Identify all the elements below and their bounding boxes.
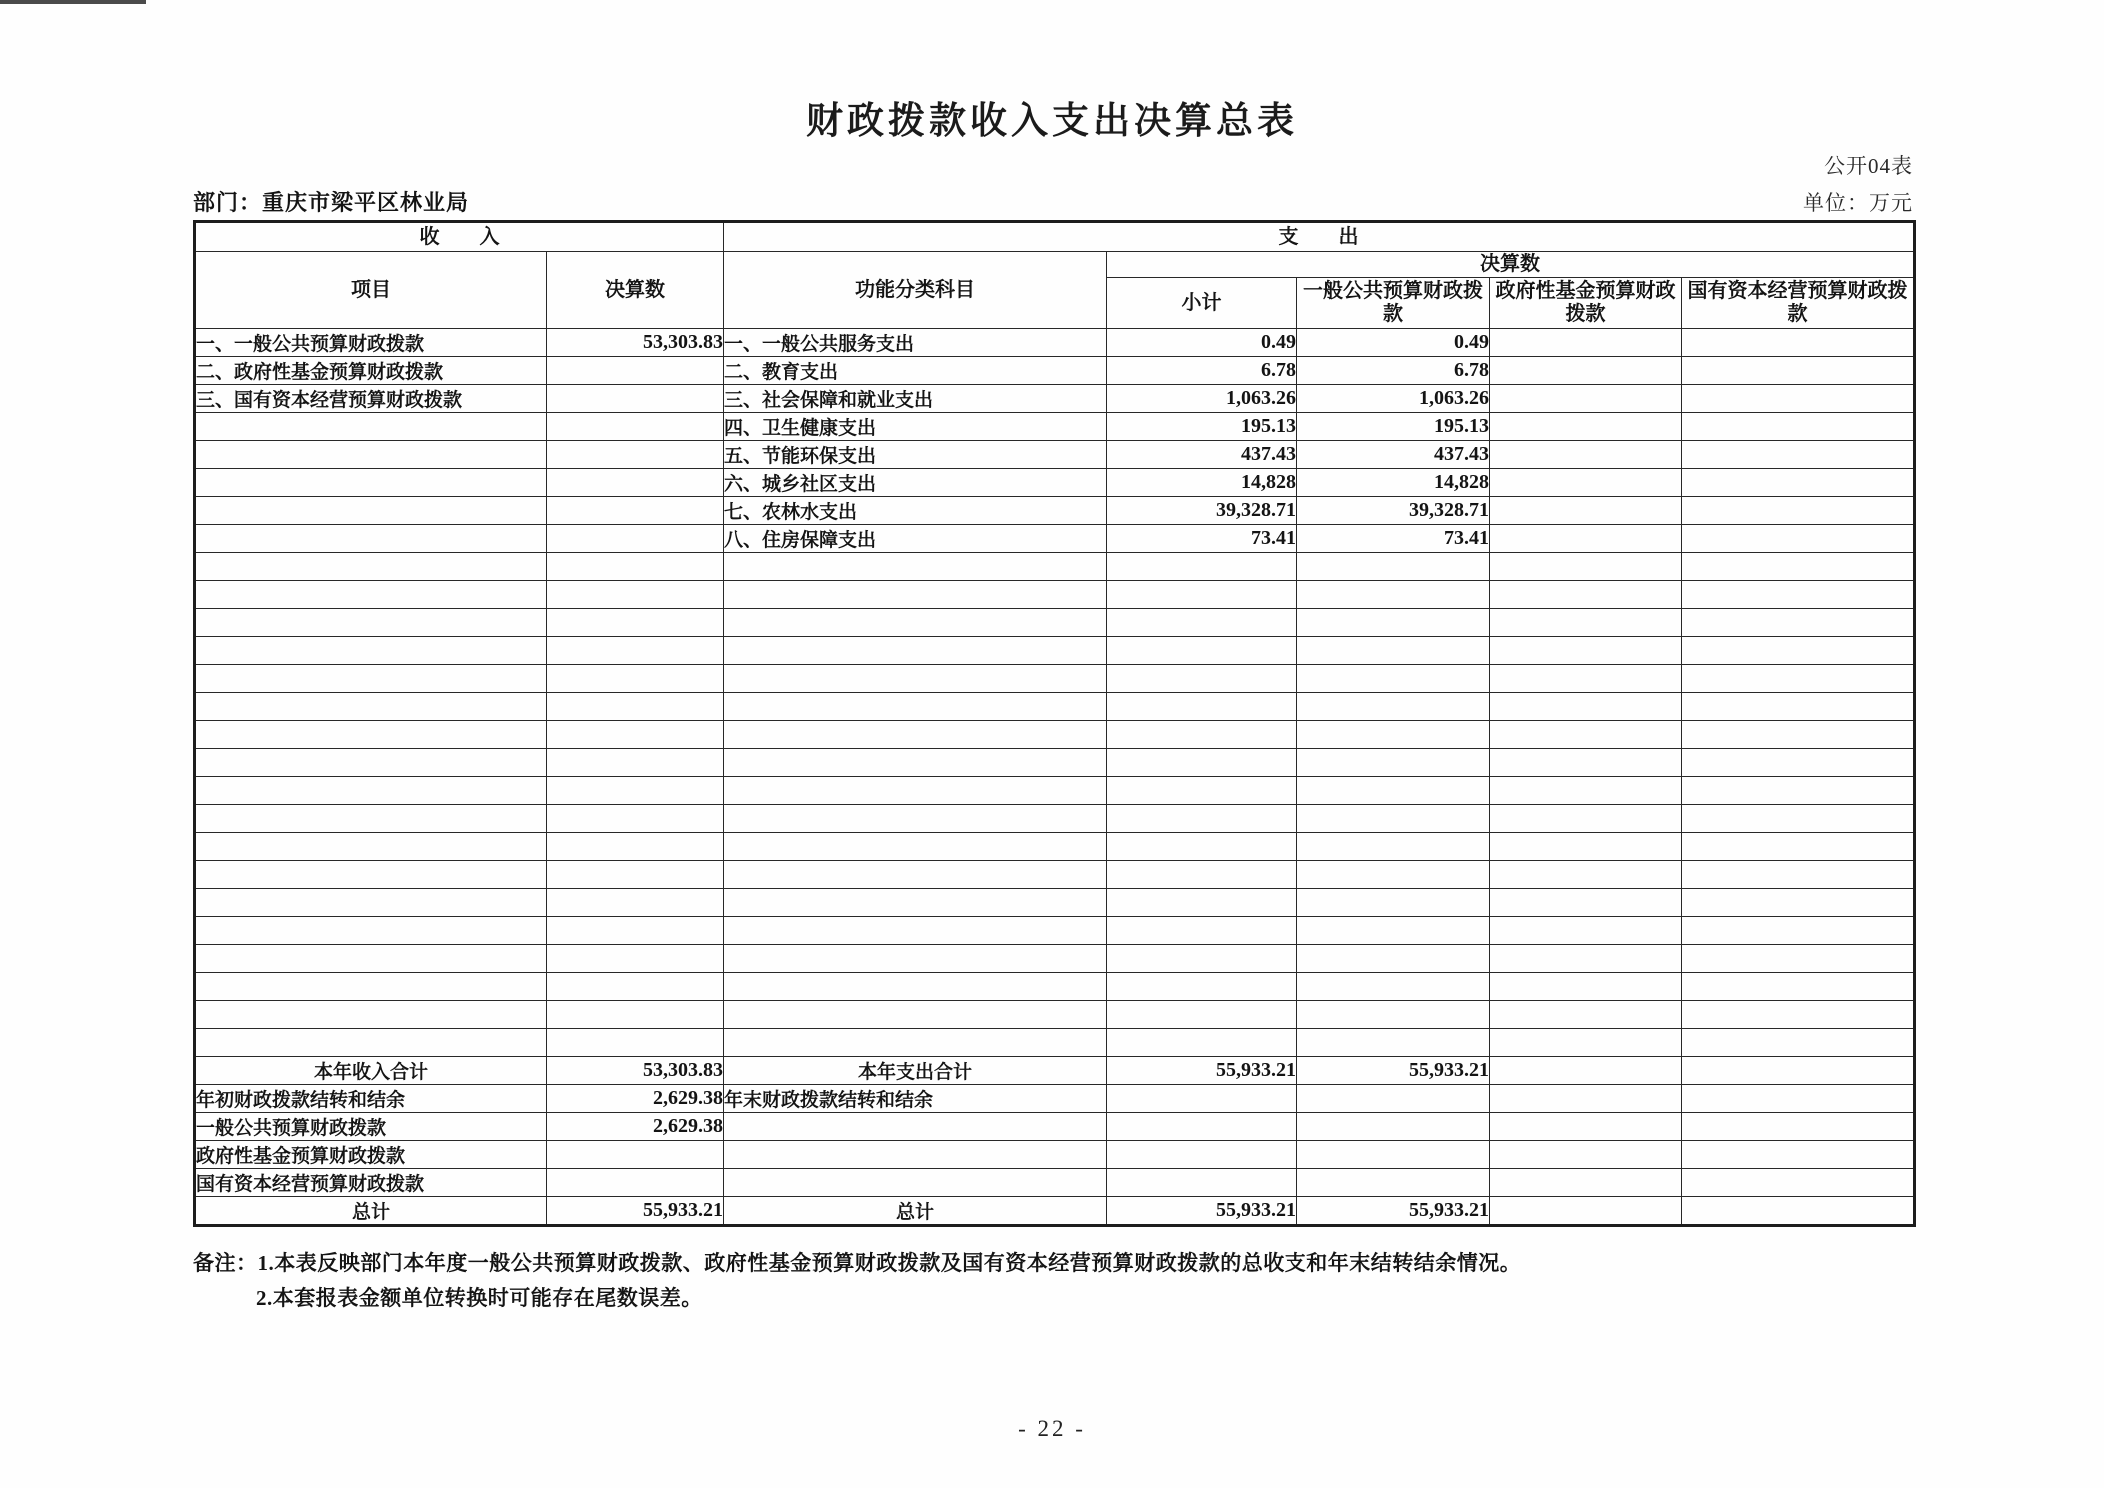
- income-item-cell: [195, 413, 547, 441]
- income-value-cell: [547, 581, 724, 609]
- col-header-final-amount-expense: 决算数: [1107, 252, 1915, 278]
- expense-item-cell: 六、城乡社区支出: [724, 469, 1107, 497]
- state-capital-cell: [1682, 693, 1915, 721]
- income-item-cell: [195, 749, 547, 777]
- income-item-cell: [195, 637, 547, 665]
- gov-fund-cell: [1490, 777, 1682, 805]
- general-budget-cell: [1297, 889, 1490, 917]
- state-capital-cell: [1682, 581, 1915, 609]
- gov-fund-cell: [1490, 749, 1682, 777]
- subtotal-cell: [1107, 553, 1297, 581]
- income-item-cell: [195, 497, 547, 525]
- state-capital-cell: [1682, 413, 1915, 441]
- state-capital-cell: [1682, 973, 1915, 1001]
- state-capital-cell: [1682, 805, 1915, 833]
- general-budget-cell: [1297, 1085, 1490, 1113]
- subtotal-cell: [1107, 1029, 1297, 1057]
- table-row: [195, 805, 1915, 833]
- general-budget-cell: 55,933.21: [1297, 1057, 1490, 1085]
- gov-fund-cell: [1490, 497, 1682, 525]
- note-line-1: 备注：1.本表反映部门本年度一般公共预算财政拨款、政府性基金预算财政拨款及国有资本经营预算财政拨款的总收支和年末结转结余情况。: [193, 1251, 1522, 1275]
- subtotal-cell: 14,828: [1107, 469, 1297, 497]
- subtotal-cell: [1107, 917, 1297, 945]
- state-capital-cell: [1682, 1113, 1915, 1141]
- general-budget-cell: 437.43: [1297, 441, 1490, 469]
- table-row: [195, 917, 1915, 945]
- expense-item-cell: [724, 553, 1107, 581]
- state-capital-cell: [1682, 329, 1915, 357]
- table-row: [195, 777, 1915, 805]
- expense-item-cell: [724, 693, 1107, 721]
- col-header-general-public-budget: 一般公共预算财政拨款: [1297, 278, 1490, 329]
- state-capital-cell: [1682, 525, 1915, 553]
- gov-fund-cell: [1490, 805, 1682, 833]
- general-budget-cell: 14,828: [1297, 469, 1490, 497]
- state-capital-cell: [1682, 665, 1915, 693]
- state-capital-cell: [1682, 609, 1915, 637]
- gov-fund-cell: [1490, 1085, 1682, 1113]
- general-budget-cell: [1297, 1169, 1490, 1197]
- gov-fund-cell: [1490, 329, 1682, 357]
- income-value-cell: [547, 917, 724, 945]
- general-budget-cell: [1297, 721, 1490, 749]
- income-item-cell: [195, 721, 547, 749]
- expense-section-header: 支 出: [724, 222, 1915, 252]
- table-row: [195, 1029, 1915, 1057]
- col-header-state-capital-budget: 国有资本经营预算财政拨款: [1682, 278, 1915, 329]
- general-budget-cell: [1297, 805, 1490, 833]
- general-budget-cell: [1297, 581, 1490, 609]
- gov-fund-cell: [1490, 945, 1682, 973]
- state-capital-cell: [1682, 385, 1915, 413]
- expense-item-cell: 年末财政拨款结转和结余: [724, 1085, 1107, 1113]
- subtotal-cell: [1107, 889, 1297, 917]
- general-budget-cell: 1,063.26: [1297, 385, 1490, 413]
- general-budget-cell: [1297, 833, 1490, 861]
- table-row: [195, 749, 1915, 777]
- income-value-cell: 2,629.38: [547, 1113, 724, 1141]
- subtotal-cell: [1107, 1085, 1297, 1113]
- general-budget-cell: [1297, 637, 1490, 665]
- subtotal-cell: [1107, 1141, 1297, 1169]
- income-value-cell: [547, 1001, 724, 1029]
- income-item-cell: 国有资本经营预算财政拨款: [195, 1169, 547, 1197]
- summary-row: [195, 1113, 1915, 1141]
- gov-fund-cell: [1490, 469, 1682, 497]
- general-budget-cell: 6.78: [1297, 357, 1490, 385]
- income-value-cell: [547, 553, 724, 581]
- expense-item-cell: 二、教育支出: [724, 357, 1107, 385]
- expense-item-cell: [724, 609, 1107, 637]
- notes-block: [193, 1246, 1953, 1316]
- state-capital-cell: [1682, 917, 1915, 945]
- subtotal-cell: [1107, 833, 1297, 861]
- income-item-cell: [195, 945, 547, 973]
- income-value-cell: [547, 1169, 724, 1197]
- state-capital-cell: [1682, 861, 1915, 889]
- subtotal-cell: 73.41: [1107, 525, 1297, 553]
- state-capital-cell: [1682, 1197, 1915, 1226]
- subtotal-cell: 6.78: [1107, 357, 1297, 385]
- table-row: [195, 469, 1915, 497]
- table-row: [195, 833, 1915, 861]
- gov-fund-cell: [1490, 721, 1682, 749]
- gov-fund-cell: [1490, 693, 1682, 721]
- subtotal-cell: 195.13: [1107, 413, 1297, 441]
- gov-fund-cell: [1490, 665, 1682, 693]
- general-budget-cell: [1297, 1029, 1490, 1057]
- state-capital-cell: [1682, 945, 1915, 973]
- table-row: [195, 385, 1915, 413]
- state-capital-cell: [1682, 357, 1915, 385]
- scan-artifact-bar: [0, 0, 146, 4]
- expense-item-cell: [724, 721, 1107, 749]
- gov-fund-cell: [1490, 1057, 1682, 1085]
- gov-fund-cell: [1490, 833, 1682, 861]
- table-row: [195, 1001, 1915, 1029]
- table-row: [195, 581, 1915, 609]
- page-title: 财政拨款收入支出决算总表: [806, 101, 1298, 142]
- table-row: [195, 553, 1915, 581]
- state-capital-cell: [1682, 441, 1915, 469]
- subtotal-cell: 1,063.26: [1107, 385, 1297, 413]
- gov-fund-cell: [1490, 441, 1682, 469]
- general-budget-cell: [1297, 665, 1490, 693]
- income-item-cell: [195, 665, 547, 693]
- general-budget-cell: 39,328.71: [1297, 497, 1490, 525]
- income-value-cell: [547, 357, 724, 385]
- income-value-cell: [547, 833, 724, 861]
- state-capital-cell: [1682, 777, 1915, 805]
- note-line-2: 2.本套报表金额单位转换时可能存在尾数误差。: [256, 1286, 703, 1310]
- table-row: [195, 861, 1915, 889]
- gov-fund-cell: [1490, 1029, 1682, 1057]
- income-item-cell: [195, 609, 547, 637]
- income-value-cell: [547, 693, 724, 721]
- gov-fund-cell: [1490, 609, 1682, 637]
- expense-item-cell: [724, 637, 1107, 665]
- income-value-cell: [547, 413, 724, 441]
- income-section-header: 收 入: [195, 222, 724, 252]
- general-budget-cell: 195.13: [1297, 413, 1490, 441]
- subtotal-cell: [1107, 1001, 1297, 1029]
- income-item-cell: 一、一般公共预算财政拨款: [195, 329, 547, 357]
- gov-fund-cell: [1490, 1169, 1682, 1197]
- page-number: - 22 -: [1018, 1416, 1086, 1441]
- state-capital-cell: [1682, 1057, 1915, 1085]
- income-value-cell: [547, 889, 724, 917]
- general-budget-cell: [1297, 609, 1490, 637]
- expense-item-cell: [724, 973, 1107, 1001]
- expense-item-cell: [724, 805, 1107, 833]
- summary-row: [195, 1169, 1915, 1197]
- expense-item-cell: 本年支出合计: [724, 1057, 1107, 1085]
- general-budget-cell: [1297, 553, 1490, 581]
- expense-item-cell: [724, 1113, 1107, 1141]
- meta-row: [193, 186, 1913, 217]
- income-value-cell: 53,303.83: [547, 329, 724, 357]
- income-item-cell: [195, 1001, 547, 1029]
- subtotal-cell: [1107, 609, 1297, 637]
- subtotal-cell: [1107, 581, 1297, 609]
- state-capital-cell: [1682, 749, 1915, 777]
- income-value-cell: [547, 441, 724, 469]
- table-code-label: 公开04表: [1824, 154, 1913, 178]
- col-header-functional-subject: 功能分类科目: [724, 252, 1107, 329]
- income-value-cell: 55,933.21: [547, 1197, 724, 1226]
- table-summary: [195, 1057, 1915, 1226]
- general-budget-cell: [1297, 917, 1490, 945]
- income-item-cell: 二、政府性基金预算财政拨款: [195, 357, 547, 385]
- gov-fund-cell: [1490, 385, 1682, 413]
- income-value-cell: [547, 973, 724, 1001]
- income-item-cell: [195, 777, 547, 805]
- income-value-cell: [547, 749, 724, 777]
- subtotal-cell: 55,933.21: [1107, 1197, 1297, 1226]
- summary-row: [195, 1085, 1915, 1113]
- state-capital-cell: [1682, 469, 1915, 497]
- gov-fund-cell: [1490, 1001, 1682, 1029]
- expense-item-cell: 一、一般公共服务支出: [724, 329, 1107, 357]
- expense-item-cell: [724, 777, 1107, 805]
- subtotal-cell: [1107, 805, 1297, 833]
- expense-item-cell: [724, 861, 1107, 889]
- table-body: [195, 329, 1915, 1057]
- income-item-cell: [195, 805, 547, 833]
- income-value-cell: [547, 385, 724, 413]
- table-row: [195, 665, 1915, 693]
- subtotal-cell: [1107, 749, 1297, 777]
- expense-item-cell: [724, 749, 1107, 777]
- state-capital-cell: [1682, 833, 1915, 861]
- income-item-cell: 本年收入合计: [195, 1057, 547, 1085]
- income-item-cell: 一般公共预算财政拨款: [195, 1113, 547, 1141]
- subtotal-cell: [1107, 1113, 1297, 1141]
- income-value-cell: [547, 1029, 724, 1057]
- general-budget-cell: [1297, 861, 1490, 889]
- general-budget-cell: [1297, 945, 1490, 973]
- general-budget-cell: 0.49: [1297, 329, 1490, 357]
- state-capital-cell: [1682, 1141, 1915, 1169]
- subtotal-cell: [1107, 665, 1297, 693]
- subtotal-cell: 0.49: [1107, 329, 1297, 357]
- table-row: [195, 889, 1915, 917]
- gov-fund-cell: [1490, 413, 1682, 441]
- expense-item-cell: 八、住房保障支出: [724, 525, 1107, 553]
- summary-row: [195, 1141, 1915, 1169]
- income-item-cell: [195, 581, 547, 609]
- state-capital-cell: [1682, 1001, 1915, 1029]
- department-label: 部门：重庆市梁平区林业局: [193, 190, 470, 215]
- state-capital-cell: [1682, 497, 1915, 525]
- table-row: [195, 357, 1915, 385]
- income-value-cell: 2,629.38: [547, 1085, 724, 1113]
- income-value-cell: [547, 497, 724, 525]
- income-value-cell: [547, 777, 724, 805]
- gov-fund-cell: [1490, 1141, 1682, 1169]
- subtotal-cell: [1107, 973, 1297, 1001]
- subtotal-cell: [1107, 693, 1297, 721]
- table-row: [195, 721, 1915, 749]
- table-row: [195, 413, 1915, 441]
- subtotal-cell: [1107, 945, 1297, 973]
- income-value-cell: [547, 721, 724, 749]
- general-budget-cell: 73.41: [1297, 525, 1490, 553]
- expense-item-cell: [724, 1029, 1107, 1057]
- income-value-cell: [547, 665, 724, 693]
- income-item-cell: [195, 889, 547, 917]
- table-row: [195, 973, 1915, 1001]
- general-budget-cell: [1297, 693, 1490, 721]
- subtotal-cell: [1107, 721, 1297, 749]
- col-header-subtotal: 小计: [1107, 278, 1297, 329]
- gov-fund-cell: [1490, 861, 1682, 889]
- subtotal-cell: [1107, 861, 1297, 889]
- income-item-cell: 三、国有资本经营预算财政拨款: [195, 385, 547, 413]
- income-value-cell: [547, 469, 724, 497]
- state-capital-cell: [1682, 1029, 1915, 1057]
- income-item-cell: 政府性基金预算财政拨款: [195, 1141, 547, 1169]
- income-value-cell: [547, 637, 724, 665]
- income-value-cell: [547, 861, 724, 889]
- col-header-item: 项目: [195, 252, 547, 329]
- expense-item-cell: [724, 945, 1107, 973]
- expense-item-cell: 四、卫生健康支出: [724, 413, 1107, 441]
- income-item-cell: [195, 833, 547, 861]
- general-budget-cell: [1297, 1141, 1490, 1169]
- general-budget-cell: [1297, 1113, 1490, 1141]
- income-item-cell: [195, 441, 547, 469]
- expense-item-cell: [724, 833, 1107, 861]
- col-header-final-amount: 决算数: [547, 252, 724, 329]
- unit-label: 单位：万元: [1803, 191, 1913, 215]
- gov-fund-cell: [1490, 553, 1682, 581]
- income-value-cell: [547, 609, 724, 637]
- gov-fund-cell: [1490, 637, 1682, 665]
- state-capital-cell: [1682, 1169, 1915, 1197]
- expense-item-cell: 五、节能环保支出: [724, 441, 1107, 469]
- income-value-cell: 53,303.83: [547, 1057, 724, 1085]
- subtotal-cell: [1107, 777, 1297, 805]
- income-item-cell: [195, 861, 547, 889]
- subtotal-cell: 55,933.21: [1107, 1057, 1297, 1085]
- expense-item-cell: [724, 889, 1107, 917]
- table-row: [195, 637, 1915, 665]
- expense-item-cell: [724, 581, 1107, 609]
- general-budget-cell: [1297, 973, 1490, 1001]
- expense-item-cell: [724, 665, 1107, 693]
- gov-fund-cell: [1490, 973, 1682, 1001]
- income-value-cell: [547, 805, 724, 833]
- expense-item-cell: [724, 1001, 1107, 1029]
- gov-fund-cell: [1490, 581, 1682, 609]
- table-row: [195, 693, 1915, 721]
- general-budget-cell: [1297, 749, 1490, 777]
- state-capital-cell: [1682, 1085, 1915, 1113]
- table-row: [195, 609, 1915, 637]
- income-value-cell: [547, 1141, 724, 1169]
- state-capital-cell: [1682, 553, 1915, 581]
- expense-item-cell: 总计: [724, 1197, 1107, 1226]
- state-capital-cell: [1682, 721, 1915, 749]
- gov-fund-cell: [1490, 889, 1682, 917]
- state-capital-cell: [1682, 637, 1915, 665]
- income-item-cell: [195, 525, 547, 553]
- fiscal-summary-table: [193, 220, 1916, 1227]
- table-row: [195, 945, 1915, 973]
- general-budget-cell: [1297, 1001, 1490, 1029]
- table-header: [195, 222, 1915, 329]
- gov-fund-cell: [1490, 1197, 1682, 1226]
- income-item-cell: [195, 553, 547, 581]
- state-capital-cell: [1682, 889, 1915, 917]
- table-row: [195, 441, 1915, 469]
- income-item-cell: [195, 917, 547, 945]
- subtotal-cell: [1107, 1169, 1297, 1197]
- col-header-gov-fund-budget: 政府性基金预算财政拨款: [1490, 278, 1682, 329]
- subtotal-cell: 437.43: [1107, 441, 1297, 469]
- table-row: [195, 329, 1915, 357]
- gov-fund-cell: [1490, 917, 1682, 945]
- expense-item-cell: [724, 1169, 1107, 1197]
- income-item-cell: [195, 973, 547, 1001]
- gov-fund-cell: [1490, 357, 1682, 385]
- table-row: [195, 525, 1915, 553]
- income-value-cell: [547, 945, 724, 973]
- gov-fund-cell: [1490, 525, 1682, 553]
- gov-fund-cell: [1490, 1113, 1682, 1141]
- expense-item-cell: [724, 1141, 1107, 1169]
- subtotal-cell: [1107, 637, 1297, 665]
- general-budget-cell: 55,933.21: [1297, 1197, 1490, 1226]
- expense-item-cell: 三、社会保障和就业支出: [724, 385, 1107, 413]
- table-row: [195, 497, 1915, 525]
- income-value-cell: [547, 525, 724, 553]
- summary-row: [195, 1197, 1915, 1226]
- expense-item-cell: [724, 917, 1107, 945]
- expense-item-cell: 七、农林水支出: [724, 497, 1107, 525]
- income-item-cell: [195, 469, 547, 497]
- subtotal-cell: 39,328.71: [1107, 497, 1297, 525]
- summary-row: [195, 1057, 1915, 1085]
- income-item-cell: [195, 693, 547, 721]
- income-item-cell: 年初财政拨款结转和结余: [195, 1085, 547, 1113]
- general-budget-cell: [1297, 777, 1490, 805]
- income-item-cell: 总计: [195, 1197, 547, 1226]
- income-item-cell: [195, 1029, 547, 1057]
